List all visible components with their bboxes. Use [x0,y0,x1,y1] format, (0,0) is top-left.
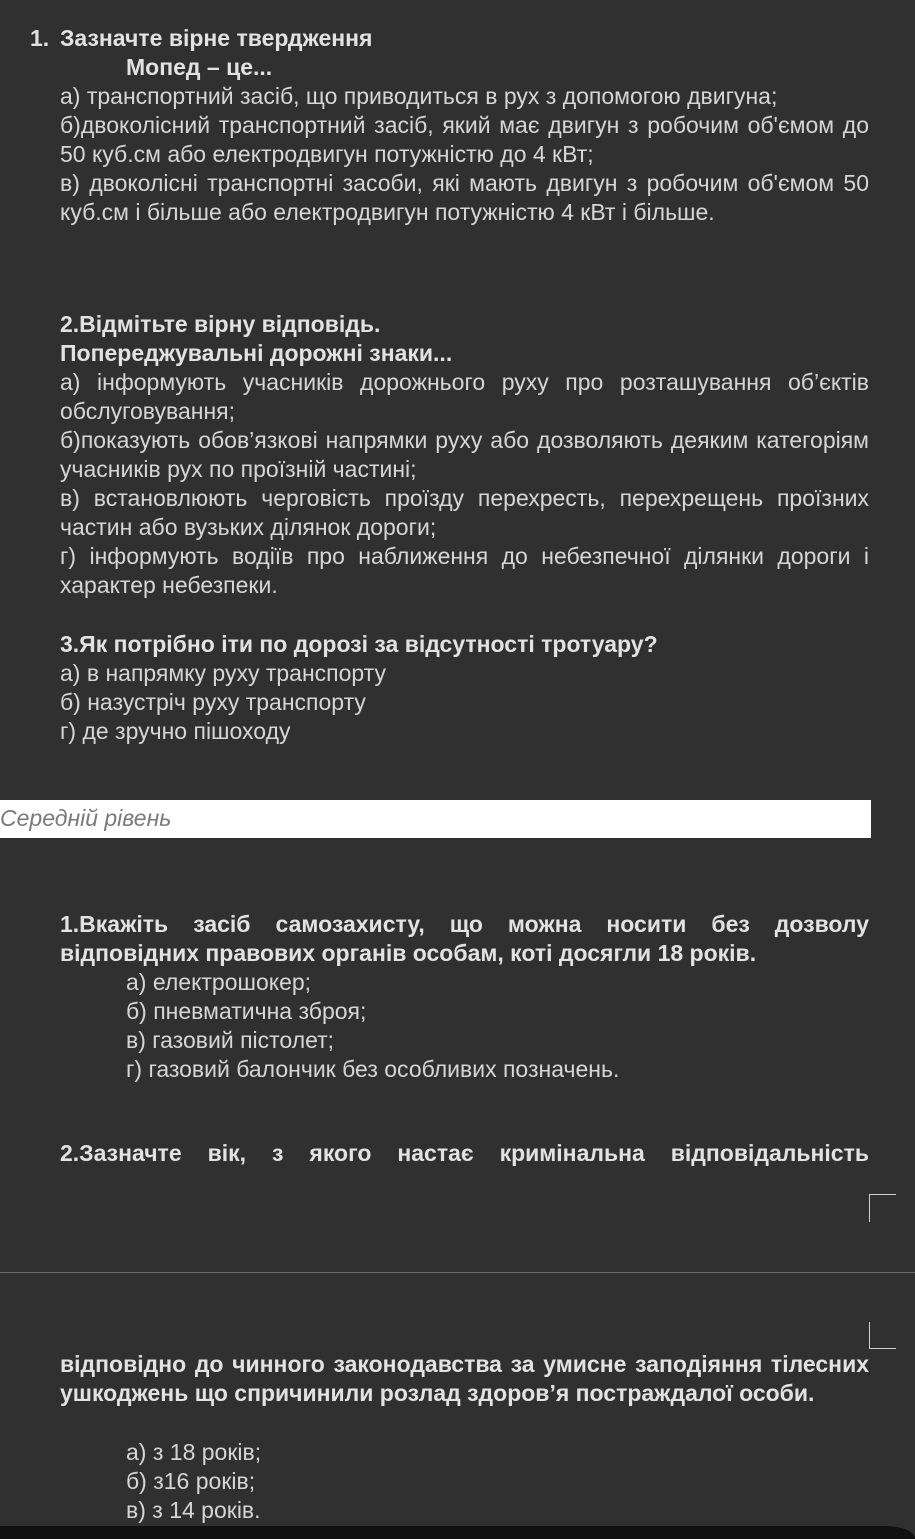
medium-question-2-option-a: а) з 18 років; [126,1439,262,1465]
medium-question-2-continuation: відповідно до чинного законодавства за умисне заподіяння тілесних ушкоджень що спричинили розлад здоров’я постраждалої особи. [60,1351,869,1406]
question-3-option-a: а) в напрямку руху транспорту [60,660,386,686]
question-1-option-a: а) транспортний засіб, що приводиться в рух з допомогою двигуна; [60,83,778,109]
medium-question-1-options [126,968,869,1084]
question-1-option-b: б)двоколісний транспортний засіб, який має двигун з робочим об'ємом до 50 куб.см або електродвигун потужністю до 4 кВт; [60,112,869,167]
question-2-option-a: а) інформують учасників дорожнього руху про розташування об’єктів обслуговування; [60,369,869,424]
question-1-title: Зазначте вірне твердження [60,25,373,51]
medium-question-2-option-b: б) з16 років; [126,1468,256,1494]
question-3-option-b: б) назустріч руху транспорту [60,689,366,715]
page-corner-mark-bottom [869,1322,896,1349]
question-1-number: 1. [30,25,50,51]
bottom-edge-bar [0,1526,915,1539]
medium-question-2-option-c: в) з 14 років. [126,1497,261,1523]
question-2-option-b: б)показують обов’язкові напрямки руху або дозволяють деяким категоріям учасників рух по проїзній частині; [60,427,869,482]
question-3 [60,630,869,746]
medium-question-1-title: 1.Вкажіть засіб самозахисту, що можна носити без дозволу відповідних правових органів особам, коті досягли 18 років. [60,911,869,966]
question-2-title: 2.Відмітьте вірну відповідь. [60,311,381,337]
question-1-subtitle: Мопед – це... [126,54,273,80]
question-2-subtitle: Попереджувальні дорожні знаки... [60,340,453,366]
question-3-option-d: г) де зручно пішоходу [60,718,291,744]
medium-question-1-option-a: а) електрошокер; [126,969,312,995]
question-3-title: 3.Як потрібно іти по дорозі за відсутності тротуару? [60,631,658,657]
question-2-option-d: г) інформують водіїв про наближення до небезпечної ділянки дороги і характер небезпеки. [60,543,869,598]
question-2-option-c: в) встановлюють черговість проїзду перехресть, перехрещень проїзних частин або вузьких ділянок дороги; [60,485,869,540]
medium-question-1-option-c: в) газовий пістолет; [126,1027,335,1053]
page-corner-mark-top [869,1194,896,1222]
question-2 [60,310,869,600]
medium-question-2-options [126,1438,869,1525]
medium-question-2-title: 2.Зазначте вік, з якого настає кримінальна відповідальність [60,1140,869,1166]
medium-question-1-option-b: б) пневматична зброя; [126,998,367,1024]
section-title: Середній рівень [0,805,172,831]
page-break-divider [0,1272,915,1273]
question-1-options [60,82,869,227]
question-1-option-c: в) двоколісні транспортні засоби, які мають двигун з робочим об'ємом 50 куб.см і більше або електродвигун потужністю 4 кВт і більше. [60,170,869,225]
medium-question-1-option-d: г) газовий балончик без особливих позначень. [126,1056,620,1082]
